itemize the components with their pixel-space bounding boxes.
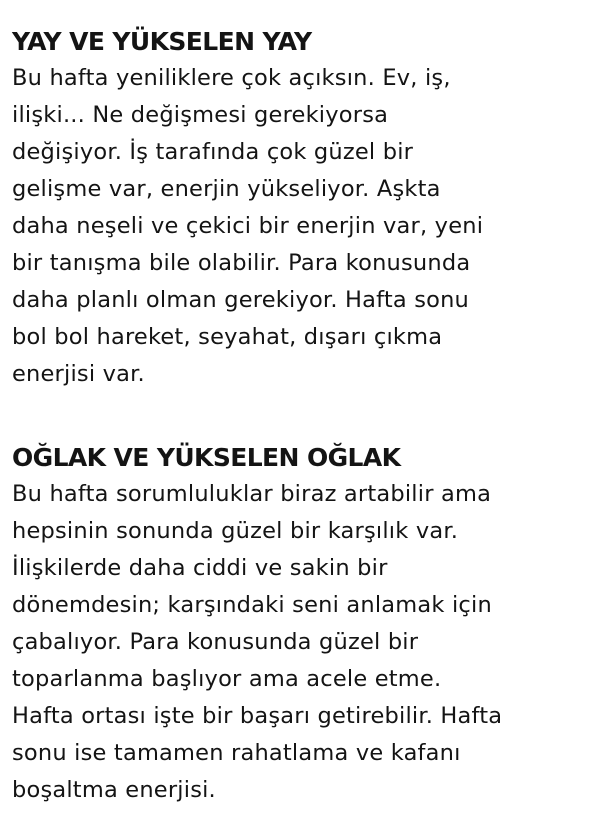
body-line: dönemdesin; karşındaki seni anlamak için	[12, 592, 492, 618]
body-line: enerjisi var.	[12, 361, 145, 387]
section-body	[12, 476, 596, 809]
body-line: bol bol hareket, seyahat, dışarı çıkma	[12, 324, 443, 350]
horoscope-section-capricorn	[12, 440, 596, 809]
body-line: boşaltma enerjisi.	[12, 777, 216, 803]
body-line: sonu ise tamamen rahatlama ve kafanı	[12, 740, 461, 766]
body-line: ilişki... Ne değişmesi gerekiyorsa	[12, 102, 389, 128]
section-body	[12, 60, 596, 393]
body-line: bir tanışma bile olabilir. Para konusunda	[12, 250, 471, 276]
body-line: İlişkilerde daha ciddi ve sakin bir	[12, 555, 388, 581]
body-line: toparlanma başlıyor ama acele etme.	[12, 666, 442, 692]
body-line: gelişme var, enerjin yükseliyor. Aşkta	[12, 176, 441, 202]
body-line: değişiyor. İş tarafında çok güzel bir	[12, 139, 414, 165]
body-line: çabalıyor. Para konusunda güzel bir	[12, 629, 419, 655]
body-line: daha neşeli ve çekici bir enerjin var, yeni	[12, 213, 484, 239]
body-line: Hafta ortası işte bir başarı getirebilir. Hafta	[12, 703, 503, 729]
section-heading: OĞLAK VE YÜKSELEN OĞLAK	[12, 443, 401, 472]
horoscope-section-sagittarius	[12, 24, 596, 393]
body-line: Bu hafta sorumluluklar biraz artabilir ama	[12, 481, 492, 507]
section-heading: YAY VE YÜKSELEN YAY	[12, 27, 312, 56]
body-line: Bu hafta yeniliklere çok açıksın. Ev, iş,	[12, 65, 451, 91]
body-line: daha planlı olman gerekiyor. Hafta sonu	[12, 287, 470, 313]
body-line: hepsinin sonunda güzel bir karşılık var.	[12, 518, 459, 544]
